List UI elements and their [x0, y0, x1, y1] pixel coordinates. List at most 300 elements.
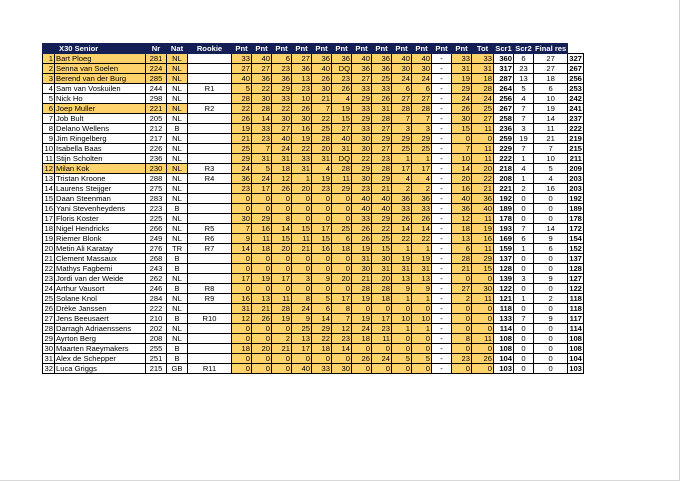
points-cell: 0 [252, 204, 272, 214]
rookie-cell [188, 254, 232, 264]
points-cell: 29 [372, 214, 392, 224]
final-result-cell: 219 [569, 134, 582, 143]
table-row [43, 294, 584, 304]
points-cell: 30 [352, 174, 372, 184]
scratch1-cell: 1 [514, 154, 534, 164]
driver-name-cell: Alex de Schepper [55, 354, 146, 364]
points-cell: 19 [312, 174, 332, 184]
points-cell: 30 [352, 264, 372, 274]
rookie-cell [188, 114, 232, 124]
kart-number-cell: 224 [146, 64, 167, 74]
points-cell: - [432, 304, 452, 314]
points-cell: 31 [412, 264, 432, 274]
nationality-cell: NL [167, 164, 188, 174]
points-cell: 30 [412, 64, 432, 74]
points-cell: 28 [472, 84, 494, 94]
rookie-cell [188, 324, 232, 334]
points-cell: 30 [392, 64, 412, 74]
rookie-cell [188, 304, 232, 314]
rookie-cell [188, 354, 232, 364]
scratch2-cell: 0 [534, 204, 568, 214]
final-result-cell: 104 [569, 354, 582, 363]
final-result-cell: 108 [569, 334, 582, 343]
points-cell: 28 [412, 104, 432, 114]
points-cell: 24 [392, 74, 412, 84]
position-cell: 6 [43, 104, 55, 114]
table-row [43, 324, 584, 334]
points-cell: 23 [332, 334, 352, 344]
nationality-cell: GB [167, 364, 188, 374]
points-cell: 21 [252, 304, 272, 314]
points-cell: 36 [412, 194, 432, 204]
scratch1-cell: 7 [514, 144, 534, 154]
points-cell: 25 [332, 224, 352, 234]
table-row [43, 144, 584, 154]
total-cell: 104 [494, 354, 514, 364]
standings-table [42, 43, 584, 374]
nationality-cell: B [167, 354, 188, 364]
rookie-cell [188, 194, 232, 204]
position-cell: 30 [43, 344, 55, 354]
header-final-res: Final res [535, 44, 567, 53]
position-cell: 8 [43, 124, 55, 134]
points-cell: 0 [472, 344, 494, 354]
points-cell: 20 [472, 164, 494, 174]
scratch2-cell: 6 [534, 84, 568, 94]
scratch2-cell: 19 [534, 104, 568, 114]
points-cell: - [432, 364, 452, 374]
rookie-cell [188, 154, 232, 164]
points-cell: 0 [252, 264, 272, 274]
points-cell: 0 [292, 254, 312, 264]
scratch2-cell: 0 [534, 264, 568, 274]
points-cell: 0 [232, 364, 252, 374]
points-cell: 33 [292, 154, 312, 164]
points-cell: 21 [472, 184, 494, 194]
points-cell: 0 [252, 324, 272, 334]
points-cell: - [432, 134, 452, 144]
points-cell: 15 [452, 124, 472, 134]
points-cell: 12 [272, 174, 292, 184]
points-cell: 27 [472, 114, 494, 124]
final-result-cell: 256 [569, 74, 582, 83]
points-cell: 1 [412, 294, 432, 304]
points-cell: 5 [392, 354, 412, 364]
points-cell: 26 [352, 354, 372, 364]
kart-number-cell: 268 [146, 254, 167, 264]
category-title: X30 Senior [43, 44, 146, 54]
scratch1-cell: 1 [514, 294, 534, 304]
total-cell: 169 [494, 234, 514, 244]
points-cell: 23 [372, 324, 392, 334]
table-row [43, 104, 584, 114]
table-row [43, 254, 584, 264]
header-nat: Nat [167, 44, 188, 54]
points-cell: 25 [472, 104, 494, 114]
final-result-cell: 211 [569, 154, 582, 163]
points-cell: 22 [252, 84, 272, 94]
rookie-cell: R7 [188, 244, 232, 254]
driver-name-cell: Nick Ho [55, 94, 146, 104]
points-cell: 23 [332, 74, 352, 84]
points-cell: 0 [352, 344, 372, 354]
points-cell: 26 [332, 84, 352, 94]
scratch2-cell: 27 [534, 54, 568, 64]
points-cell: 11 [292, 234, 312, 244]
points-cell: 20 [312, 144, 332, 154]
position-cell: 24 [43, 284, 55, 294]
points-cell: 26 [312, 74, 332, 84]
points-cell: 36 [392, 194, 412, 204]
nationality-cell: NL [167, 184, 188, 194]
points-cell: 40 [312, 64, 332, 74]
nationality-cell: B [167, 264, 188, 274]
points-cell: 19 [252, 274, 272, 284]
points-cell: 25 [412, 144, 432, 154]
scratch2-cell: 0 [534, 354, 568, 364]
points-cell: 31 [312, 154, 332, 164]
points-cell: 17 [232, 274, 252, 284]
points-cell: 20 [452, 174, 472, 184]
points-cell: 27 [332, 124, 352, 134]
header-pnt: Pnt [452, 44, 472, 54]
points-cell: 0 [272, 264, 292, 274]
points-cell: 20 [332, 274, 352, 284]
scratch2-cell: 6 [534, 244, 568, 254]
points-cell: 11 [272, 294, 292, 304]
rookie-cell: R1 [188, 84, 232, 94]
points-cell: 0 [232, 334, 252, 344]
points-cell: 36 [352, 64, 372, 74]
points-cell: 31 [272, 154, 292, 164]
points-cell: 0 [252, 254, 272, 264]
points-cell: 11 [472, 244, 494, 254]
points-cell: 18 [272, 164, 292, 174]
driver-name-cell: Arthur Vausort [55, 284, 146, 294]
points-cell: 0 [452, 134, 472, 144]
driver-name-cell: Mathys Fagbemi [55, 264, 146, 274]
points-cell: 17 [292, 344, 312, 354]
points-cell: 40 [232, 74, 252, 84]
points-cell: 27 [392, 94, 412, 104]
position-cell: 15 [43, 194, 55, 204]
points-cell: 25 [372, 74, 392, 84]
points-cell: 0 [412, 364, 432, 374]
kart-number-cell: 285 [146, 74, 167, 84]
scratch2-cell: 11 [534, 124, 568, 134]
points-cell: 13 [392, 274, 412, 284]
points-cell: 23 [232, 184, 252, 194]
points-cell: 19 [412, 254, 432, 264]
scratch2-cell: 0 [534, 254, 568, 264]
points-cell: 0 [352, 364, 372, 374]
points-cell: 40 [372, 204, 392, 214]
points-cell: 10 [292, 94, 312, 104]
points-cell: 6 [452, 244, 472, 254]
points-cell: 18 [252, 244, 272, 254]
points-cell: 19 [392, 254, 412, 264]
points-cell: 25 [372, 234, 392, 244]
points-cell: 28 [392, 104, 412, 114]
position-cell: 18 [43, 224, 55, 234]
points-cell: 24 [252, 174, 272, 184]
points-cell: 12 [232, 314, 252, 324]
points-cell: 15 [372, 244, 392, 254]
total-cell: 192 [494, 194, 514, 204]
points-cell: 2 [412, 184, 432, 194]
points-cell: 36 [232, 174, 252, 184]
points-cell: 17 [372, 314, 392, 324]
header-pnt: Pnt [312, 44, 332, 54]
points-cell: 26 [352, 224, 372, 234]
points-cell: 20 [272, 244, 292, 254]
points-cell: 40 [292, 364, 312, 374]
nationality-cell: NL [167, 54, 188, 64]
points-cell: 29 [372, 134, 392, 144]
points-cell: - [432, 124, 452, 134]
nationality-cell: NL [167, 214, 188, 224]
points-cell: 0 [332, 214, 352, 224]
kart-number-cell: 288 [146, 174, 167, 184]
points-cell: 28 [372, 164, 392, 174]
kart-number-cell: 226 [146, 144, 167, 154]
points-cell: 0 [312, 194, 332, 204]
points-cell: 27 [412, 94, 432, 104]
points-cell: 29 [312, 324, 332, 334]
total-cell: 108 [494, 344, 514, 354]
position-cell: 13 [43, 174, 55, 184]
points-cell: 11 [472, 144, 494, 154]
points-cell: 5 [312, 294, 332, 304]
table-row [43, 194, 584, 204]
points-cell: 0 [392, 334, 412, 344]
kart-number-cell: 276 [146, 244, 167, 254]
nationality-cell: NL [167, 234, 188, 244]
position-cell: 29 [43, 334, 55, 344]
scratch1-cell: 3 [514, 274, 534, 284]
rookie-cell [188, 134, 232, 144]
points-cell: 0 [272, 284, 292, 294]
rookie-cell [188, 264, 232, 274]
rookie-cell: R5 [188, 224, 232, 234]
points-cell: 24 [272, 144, 292, 154]
position-cell: 14 [43, 184, 55, 194]
total-cell: 103 [494, 364, 514, 374]
points-cell: 0 [352, 304, 372, 314]
final-result-cell: 203 [569, 174, 582, 183]
points-cell: 33 [352, 104, 372, 114]
position-cell: 2 [43, 64, 55, 74]
points-cell: 31 [392, 264, 412, 274]
kart-number-cell: 202 [146, 324, 167, 334]
points-cell: 0 [392, 344, 412, 354]
points-cell: 9 [312, 274, 332, 284]
points-cell: 18 [232, 344, 252, 354]
points-cell: 28 [252, 104, 272, 114]
points-cell: 19 [472, 224, 494, 234]
table-row [43, 174, 584, 184]
kart-number-cell: 217 [146, 134, 167, 144]
points-cell: - [432, 104, 452, 114]
rookie-cell: R2 [188, 104, 232, 114]
driver-name-cell: Jens Beeusaert [55, 314, 146, 324]
driver-name-cell: Ayrton Berg [55, 334, 146, 344]
points-cell: 26 [452, 104, 472, 114]
rookie-cell: R9 [188, 294, 232, 304]
final-result-cell: 267 [569, 64, 582, 73]
points-cell: 2 [452, 294, 472, 304]
position-cell: 7 [43, 114, 55, 124]
total-cell: 267 [494, 104, 514, 114]
points-cell: 6 [332, 234, 352, 244]
points-cell: - [432, 154, 452, 164]
points-cell: 0 [412, 344, 432, 354]
points-cell: 21 [312, 94, 332, 104]
points-cell: 0 [272, 324, 292, 334]
driver-name-cell: Darragh Adriaenssens [55, 324, 146, 334]
rookie-cell: R6 [188, 234, 232, 244]
points-cell: 28 [332, 164, 352, 174]
points-cell: 31 [292, 164, 312, 174]
points-cell: 0 [292, 264, 312, 274]
points-cell: 14 [412, 224, 432, 234]
points-cell: 0 [392, 364, 412, 374]
final-result-cell: 118 [569, 294, 582, 303]
points-cell: 5 [232, 84, 252, 94]
points-cell: 33 [412, 204, 432, 214]
points-cell: 26 [472, 354, 494, 364]
points-cell: 0 [452, 314, 472, 324]
points-cell: 10 [392, 314, 412, 324]
points-cell: 0 [312, 264, 332, 274]
points-cell: 7 [232, 224, 252, 234]
points-cell: 7 [452, 144, 472, 154]
scratch2-cell: 0 [534, 214, 568, 224]
nationality-cell: B [167, 314, 188, 324]
points-cell: 33 [392, 204, 412, 214]
points-cell: 0 [232, 254, 252, 264]
driver-name-cell: Drèke Janssen [55, 304, 146, 314]
points-cell: 4 [412, 174, 432, 184]
points-cell: 30 [332, 364, 352, 374]
final-result-cell: 118 [569, 304, 582, 313]
points-cell: 13 [452, 234, 472, 244]
kart-number-cell: 244 [146, 84, 167, 94]
points-cell: - [432, 74, 452, 84]
points-cell: 31 [372, 104, 392, 114]
kart-number-cell: 236 [146, 154, 167, 164]
points-cell: 1 [292, 174, 312, 184]
points-cell: - [432, 344, 452, 354]
table-row [43, 234, 584, 244]
points-cell: 11 [472, 124, 494, 134]
table-row [43, 344, 584, 354]
position-cell: 27 [43, 314, 55, 324]
points-cell: 25 [392, 144, 412, 154]
kart-number-cell: 255 [146, 344, 167, 354]
kart-number-cell: 222 [146, 304, 167, 314]
points-cell: 0 [452, 364, 472, 374]
driver-name-cell: Clement Massaux [55, 254, 146, 264]
points-cell: 31 [372, 264, 392, 274]
final-result-cell: 215 [569, 144, 582, 153]
rookie-cell: R8 [188, 284, 232, 294]
table-row [43, 314, 584, 324]
points-cell: 21 [272, 344, 292, 354]
scratch1-cell: 0 [514, 254, 534, 264]
total-cell: 287 [494, 74, 514, 84]
points-cell: 0 [312, 354, 332, 364]
scratch1-cell: 0 [514, 324, 534, 334]
points-cell: 0 [312, 204, 332, 214]
points-cell: 15 [292, 224, 312, 234]
header-pnt: Pnt [252, 44, 272, 54]
header-pnt: Pnt [392, 44, 412, 54]
position-cell: 9 [43, 134, 55, 144]
points-cell: 7 [332, 314, 352, 324]
points-cell: 13 [292, 74, 312, 84]
points-cell: 19 [292, 134, 312, 144]
points-cell: 14 [252, 114, 272, 124]
points-cell: 9 [392, 284, 412, 294]
final-result-cell: 172 [569, 224, 582, 233]
points-cell: 36 [452, 204, 472, 214]
driver-name-cell: Stijn Scholten [55, 154, 146, 164]
final-result-cell: 242 [569, 94, 582, 103]
points-cell: 40 [392, 54, 412, 64]
points-cell: 40 [372, 194, 392, 204]
points-cell: 25 [292, 324, 312, 334]
points-cell: 17 [392, 164, 412, 174]
nationality-cell: NL [167, 104, 188, 114]
points-cell: 0 [252, 194, 272, 204]
points-cell: 1 [392, 324, 412, 334]
table-header-row [43, 44, 584, 54]
points-cell: 15 [312, 234, 332, 244]
scratch1-cell: 0 [514, 264, 534, 274]
scratch2-cell: 9 [534, 234, 568, 244]
header-tot: Tot [472, 44, 494, 54]
points-cell: 18 [332, 244, 352, 254]
points-cell: 29 [472, 254, 494, 264]
points-cell: 23 [252, 134, 272, 144]
points-cell: 0 [232, 264, 252, 274]
nationality-cell: NL [167, 274, 188, 284]
total-cell: 258 [494, 114, 514, 124]
position-cell: 20 [43, 244, 55, 254]
driver-name-cell: Senna van Soelen [55, 64, 146, 74]
points-cell: 23 [452, 354, 472, 364]
final-result-cell: 178 [569, 214, 582, 223]
points-cell: 36 [272, 74, 292, 84]
points-cell: 7 [412, 114, 432, 124]
driver-name-cell: Daan Steenman [55, 194, 146, 204]
position-cell: 11 [43, 154, 55, 164]
points-cell: 28 [352, 284, 372, 294]
nationality-cell: NL [167, 334, 188, 344]
kart-number-cell: 246 [146, 284, 167, 294]
points-cell: 27 [372, 124, 392, 134]
points-cell: 11 [252, 234, 272, 244]
points-cell: 20 [252, 344, 272, 354]
scratch2-cell: 9 [534, 314, 568, 324]
points-cell: 18 [452, 224, 472, 234]
points-cell: 13 [252, 294, 272, 304]
table-row [43, 304, 584, 314]
scratch1-cell: 7 [514, 224, 534, 234]
scratch2-cell: 2 [534, 294, 568, 304]
total-cell: 221 [494, 184, 514, 194]
